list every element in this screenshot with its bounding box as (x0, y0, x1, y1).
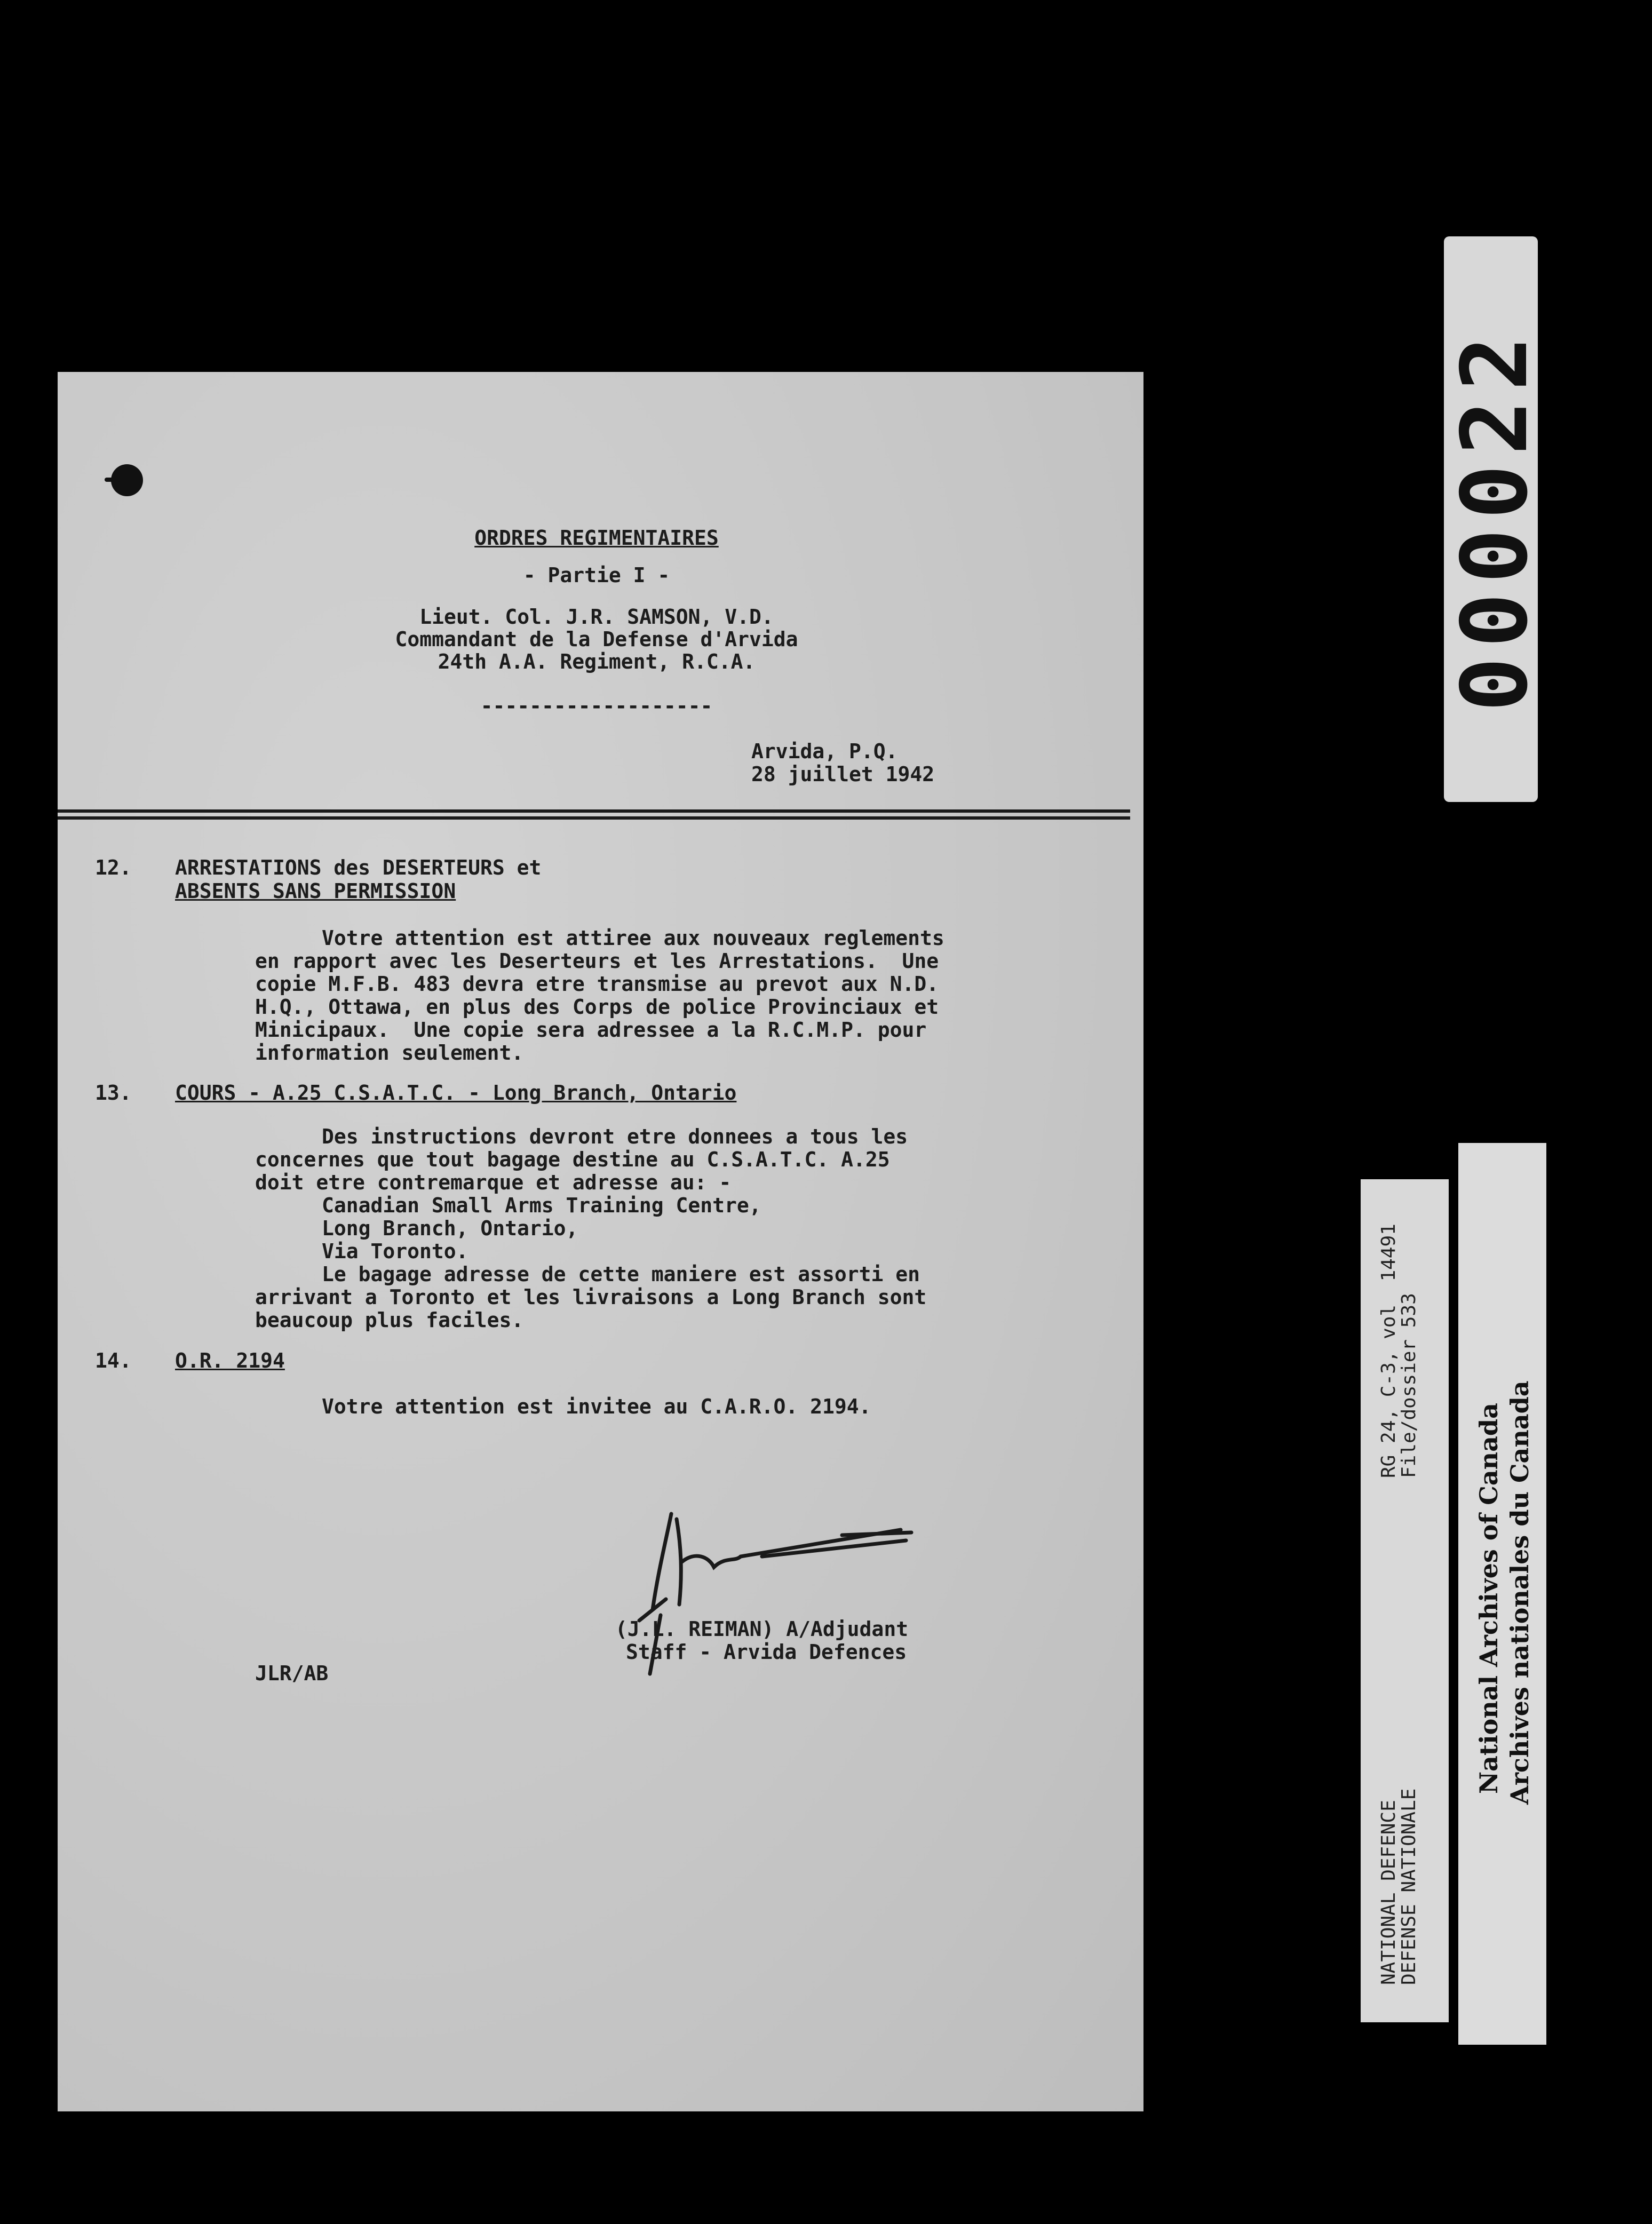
department-line-2: DEFENSE NATIONALE (1398, 1788, 1420, 1985)
section-12-number: 12. (95, 856, 132, 879)
frame-number-strip (1442, 236, 1548, 802)
section-12-subheading: ABSENTS SANS PERMISSION (175, 879, 456, 903)
place: Arvida, P.Q. (751, 740, 898, 763)
archives-name-french: Archives nationales du Canada (1505, 1380, 1534, 1805)
archives-name-english: National Archives of Canada (1474, 1403, 1503, 1794)
ink-speck (105, 478, 121, 482)
officer-line-3: 24th A.A. Regiment, R.C.A. (438, 650, 756, 673)
double-rule-top (58, 809, 1130, 813)
section-12-line: en rapport avec les Deserteurs et les Arrestations. Une (255, 949, 939, 973)
officer-line-2: Commandant de la Defense d'Arvida (395, 628, 798, 651)
section-13-line: Canadian Small Arms Training Centre, (322, 1194, 761, 1217)
section-12-line: H.Q., Ottawa, en plus des Corps de police Provinciaux et (255, 995, 939, 1019)
section-13-line: arrivant a Toronto et les livraisons a Long Branch sont (255, 1285, 927, 1309)
section-14-number: 14. (95, 1349, 132, 1372)
header-divider: ------------------- (480, 694, 713, 718)
section-12-heading: ARRESTATIONS des DESERTEURS et (175, 856, 542, 879)
section-13-line: Long Branch, Ontario, (322, 1217, 578, 1240)
date: 28 juillet 1942 (751, 762, 935, 786)
section-13-line: doit etre contremarque et adresse au: - (255, 1171, 732, 1194)
section-13-line: beaucoup plus faciles. (255, 1308, 524, 1332)
part-label: - Partie I - (523, 563, 670, 587)
document-page (58, 372, 1143, 2111)
section-12-line: Votre attention est attiree aux nouveaux reglements (322, 926, 944, 950)
section-12-line: information seulement. (255, 1041, 524, 1065)
section-13-number: 13. (95, 1081, 132, 1105)
section-13-line: concernes que tout bagage destine au C.S.A.T.C. A.25 (255, 1148, 890, 1171)
frame-number: 000022 (1442, 326, 1548, 712)
reference-line-1: RG 24, C-3, vol 14491 (1378, 1224, 1400, 1478)
section-13-line: Le bagage adresse de cette maniere est assorti en (322, 1262, 920, 1286)
section-14-line: Votre attention est invitee au C.A.R.O. 2194. (322, 1395, 871, 1418)
signatory-line-2: Staff - Arvida Defences (626, 1640, 907, 1664)
section-13-heading: COURS - A.25 C.S.A.T.C. - Long Branch, Ontario (175, 1081, 737, 1105)
initials: JLR/AB (255, 1662, 329, 1685)
section-13-line: Des instructions devront etre donnees a tous les (322, 1125, 908, 1148)
double-rule-bottom (58, 816, 1130, 820)
signatory-line-1: (J.L. REIMAN) A/Adjudant (615, 1617, 909, 1641)
document-title: ORDRES REGIMENTAIRES (474, 526, 719, 550)
archive-reference-label (1361, 1179, 1449, 2022)
reference-line-2: File/dossier 533 (1398, 1293, 1420, 1478)
section-12-line: Minicipaux. Une copie sera adressee a la R.C.M.P. pour (255, 1018, 927, 1042)
section-12-line: copie M.F.B. 483 devra etre transmise au prevot aux N.D. (255, 972, 939, 996)
section-14-heading: O.R. 2194 (175, 1349, 285, 1372)
department-line-1: NATIONAL DEFENCE (1378, 1800, 1400, 1985)
officer-line-1: Lieut. Col. J.R. SAMSON, V.D. (419, 605, 774, 629)
section-13-line: Via Toronto. (322, 1240, 468, 1263)
national-archives-label (1458, 1143, 1546, 2045)
